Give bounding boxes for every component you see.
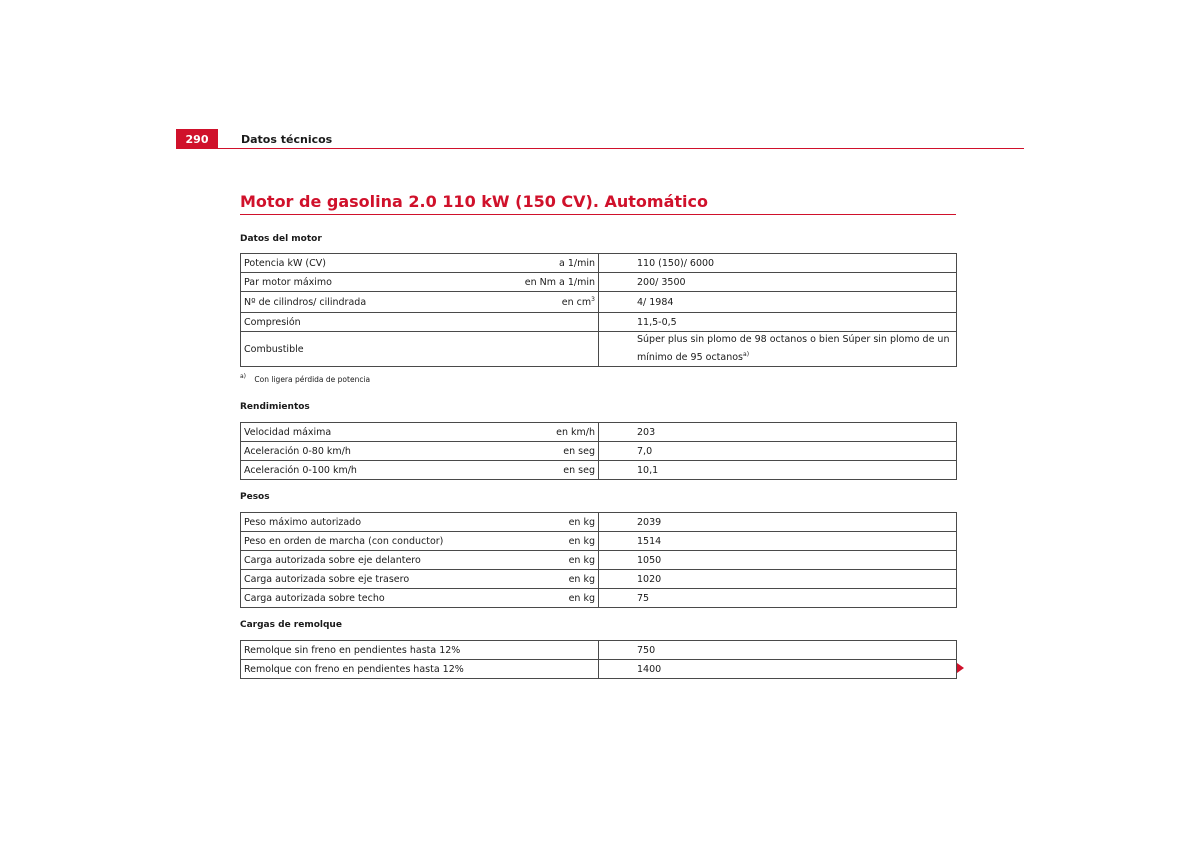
row-unit [479,660,599,679]
section-heading: Cargas de remolque [240,620,342,630]
table-row [241,273,957,292]
row-unit: en kg [479,551,599,570]
row-value: 4/ 1984 [599,292,957,313]
row-value [599,332,957,367]
row-unit [479,292,599,313]
row-label: Remolque con freno en pendientes hasta 12% [241,660,479,679]
row-value: 2039 [599,513,957,532]
row-label: Combustible [241,332,479,367]
row-label: Remolque sin freno en pendientes hasta 12% [241,641,479,660]
row-unit [479,641,599,660]
table-row [241,551,957,570]
row-unit: en Nm a 1/min [479,273,599,292]
rendimientos-table [240,422,957,480]
row-label: Aceleración 0-100 km/h [241,461,479,480]
value-line [637,347,953,365]
section-pesos [240,490,956,608]
section-heading: Pesos [240,492,270,502]
continue-arrow-icon [957,663,964,673]
section-remolque [240,618,956,679]
row-label: Carga autorizada sobre eje delantero [241,551,479,570]
row-label: Aceleración 0-80 km/h [241,442,479,461]
table-row [241,313,957,332]
row-value: 203 [599,423,957,442]
row-label: Peso máximo autorizado [241,513,479,532]
table-row [241,254,957,273]
row-value: 1050 [599,551,957,570]
row-label: Velocidad máxima [241,423,479,442]
row-unit: en kg [479,532,599,551]
row-label: Nº de cilindros/ cilindrada [241,292,479,313]
row-unit: en seg [479,442,599,461]
footnote [240,371,956,383]
pesos-table [240,512,957,608]
motor-table [240,253,957,367]
row-value: 110 (150)/ 6000 [599,254,957,273]
row-unit: a 1/min [479,254,599,273]
footnote-marker: a) [240,373,247,380]
row-label: Peso en orden de marcha (con conductor) [241,532,479,551]
table-row [241,570,957,589]
row-unit [479,313,599,332]
row-value: 75 [599,589,957,608]
row-value: 750 [599,641,957,660]
section-motor [240,232,956,383]
title-rule [240,214,956,215]
table-row [241,532,957,551]
table-row [241,513,957,532]
table-row [241,641,957,660]
table-row [241,332,957,367]
header-rule [176,148,1024,149]
row-unit: en kg [479,589,599,608]
table-row [241,423,957,442]
page-number: 290 [176,129,218,149]
row-unit: en kg [479,513,599,532]
row-label: Carga autorizada sobre eje trasero [241,570,479,589]
value-line: Súper plus sin plomo de 98 octanos o bien Súper sin plomo de un [637,334,950,346]
table-row [241,442,957,461]
row-value: 7,0 [599,442,957,461]
section-rendimientos [240,400,956,480]
section-heading: Datos del motor [240,234,322,244]
footnote-reference: a) [743,351,750,359]
row-label: Potencia kW (CV) [241,254,479,273]
remolque-table [240,640,957,679]
running-head: Datos técnicos [241,133,333,146]
row-value: 11,5-0,5 [599,313,957,332]
value-text: mínimo de 95 octanos [637,352,744,364]
page-title: Motor de gasolina 2.0 110 kW (150 CV). Automático [240,192,708,211]
row-value: 200/ 3500 [599,273,957,292]
footnote-text: Con ligera pérdida de potencia [254,374,371,384]
row-label: Carga autorizada sobre techo [241,589,479,608]
table-row [241,461,957,480]
row-label: Par motor máximo [241,273,479,292]
row-unit: en km/h [479,423,599,442]
row-unit: en seg [479,461,599,480]
table-row [241,589,957,608]
row-value: 1020 [599,570,957,589]
row-value: 10,1 [599,461,957,480]
row-unit: en kg [479,570,599,589]
row-unit [479,332,599,367]
table-row [241,660,957,679]
table-row [241,292,957,313]
row-label: Compresión [241,313,479,332]
unit-text: en cm [561,297,592,309]
row-value: 1514 [599,532,957,551]
unit-superscript: 3 [591,295,595,303]
section-heading: Rendimientos [240,402,310,412]
row-value: 1400 [599,660,957,679]
